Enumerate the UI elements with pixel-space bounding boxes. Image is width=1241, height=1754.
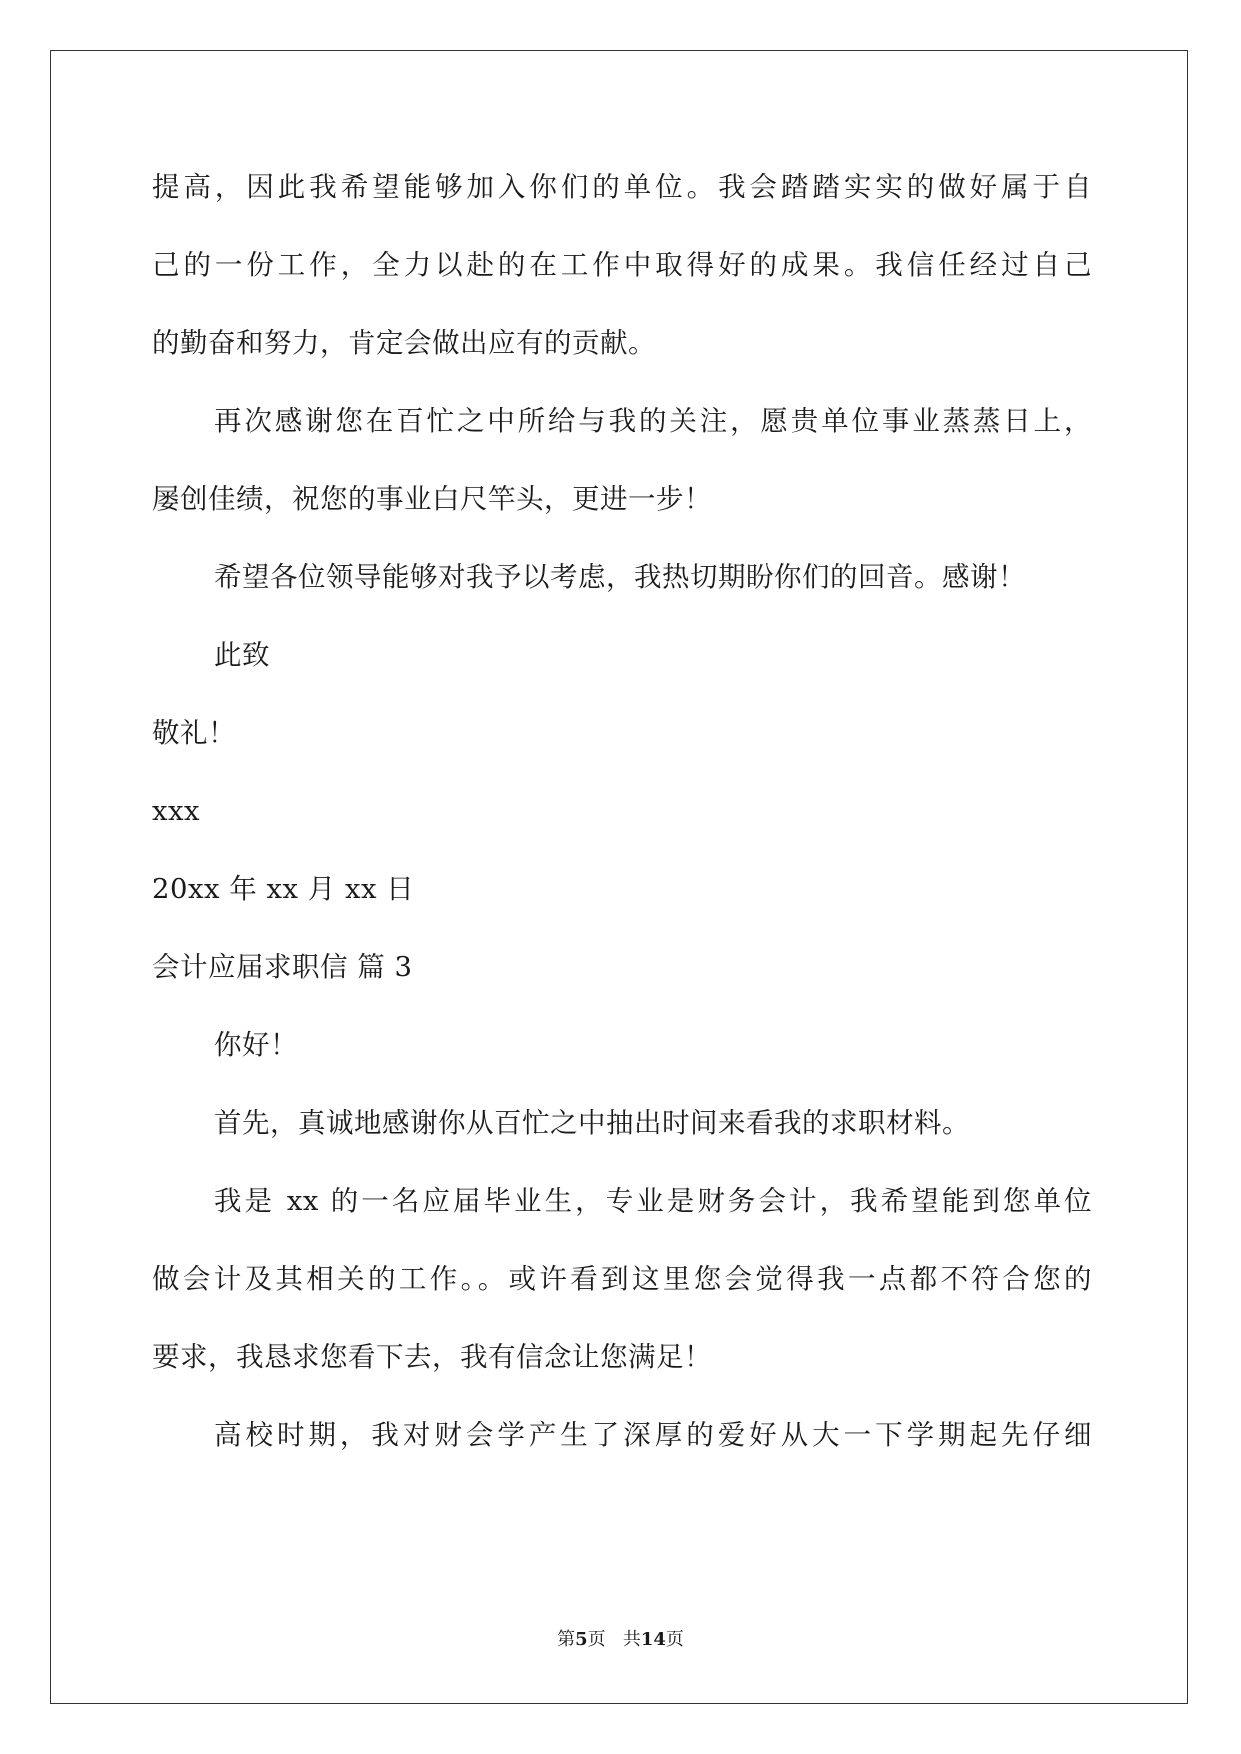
- body-line-2: 己的一份工作，全力以赴的在工作中取得好的成果。我信任经过自己: [152, 249, 1092, 281]
- body-line-16: 要求，我恳求您看下去，我有信念让您满足！: [152, 1341, 712, 1373]
- body-line-13: 首先，真诚地感谢你从百忙之中抽出时间来看我的求职材料。: [214, 1107, 970, 1139]
- footer-total-pages: 14: [640, 1629, 666, 1650]
- body-line-17: 高校时期，我对财会学产生了深厚的爱好从大一下学期起先仔细: [214, 1419, 1092, 1451]
- footer-page-suffix: 页: [587, 1629, 606, 1650]
- page-footer: [0, 1628, 1241, 1652]
- signature-date: 20xx 年 xx 月 xx 日: [152, 873, 415, 905]
- closing-salutation: 此致: [214, 639, 270, 671]
- body-line-15: 做会计及其相关的工作。。或许看到这里您会觉得我一点都不符合您的: [152, 1263, 1092, 1295]
- body-line-4: 再次感谢您在百忙之中所给与我的关注，愿贵单位事业蒸蒸日上，: [214, 405, 1092, 437]
- footer-total-suffix: 页: [665, 1629, 684, 1650]
- footer-page-number: 5: [575, 1629, 588, 1650]
- footer-page-prefix: 第: [557, 1629, 576, 1650]
- body-line-1: 提高，因此我希望能够加入你们的单位。我会踏踏实实的做好属于自: [152, 171, 1092, 203]
- signature-name: xxx: [152, 795, 201, 827]
- body-line-14: 我是 xx 的一名应届毕业生，专业是财务会计，我希望能到您单位: [214, 1185, 1092, 1217]
- footer-total-prefix: 共: [622, 1629, 641, 1650]
- body-line-6: 希望各位领导能够对我予以考虑，我热切期盼你们的回音。感谢！: [214, 561, 1026, 593]
- section-heading: 会计应届求职信 篇 3: [152, 951, 413, 983]
- greeting: 你好！: [214, 1029, 298, 1061]
- body-line-5: 屡创佳绩，祝您的事业白尺竿头，更进一步！: [152, 483, 712, 515]
- body-line-3: 的勤奋和努力，肯定会做出应有的贡献。: [152, 327, 656, 359]
- closing-regards: 敬礼！: [152, 717, 236, 749]
